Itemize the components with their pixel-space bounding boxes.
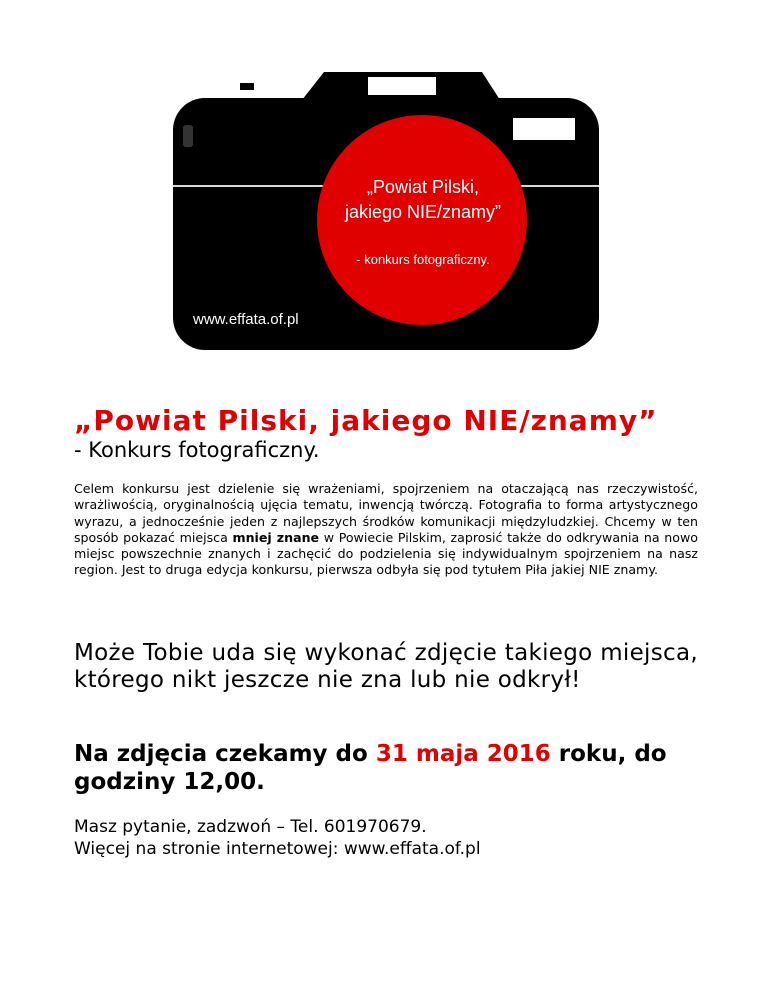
contest-description <box>74 481 698 579</box>
camera-shutter-button <box>240 83 254 90</box>
contest-subtitle: - Konkurs fotograficzny. <box>74 438 320 462</box>
camera-url: www.effata.of.pl <box>193 311 299 328</box>
description-part-2: w Powiecie Pilskim, zaprosić także do odkrywania na nowo miejsc powszechnie znanych i zachęcić do podzielenia się indywidualnym spojrzeniem na nasz region. Jest to druga edycja konkursu, pierwsza odbyła się pod tytułem Piła jakiej NIE znamy. <box>74 529 698 578</box>
call-to-action: Może Tobie uda się wykonać zdjęcie takiego miejsca, którego nikt jeszcze nie zna lub nie odkrył! <box>74 640 698 693</box>
deadline-date: 31 maja 2016 <box>375 741 551 767</box>
contact-phone: Masz pytanie, zadzwoń – Tel. 601970679. <box>74 817 427 837</box>
deadline-prefix: Na zdjęcia czekamy do <box>74 741 376 767</box>
contact-info <box>74 816 481 860</box>
deadline <box>74 740 714 796</box>
description-part-1: Celem konkursu jest dzielenie się wrażeniami, spojrzeniem na otaczającą nas rzeczywistość, wrażliwością, oryginalnością ujęcia tematu, inwencją twórczą. Fotografia to forma artystycznego wyrazu, a jednocześnie jeden z najlepszych środków komunikacji międzyludzkiej. Chcemy w ten sposób pokazać miejsca <box>74 481 698 545</box>
camera-grip <box>183 125 193 147</box>
camera-lens-title: „Powiat Pilski, jakiego NIE/znamy” <box>344 177 502 222</box>
contest-title: „Powiat Pilski, jakiego NIE/znamy” <box>74 404 658 437</box>
camera-flash <box>513 118 575 140</box>
camera-illustration <box>0 0 768 380</box>
deadline-suffix: roku, do godziny 12,00. <box>74 741 667 795</box>
description-bold: mniej znane <box>232 529 320 545</box>
camera-lens-subtitle: - konkurs fotograficzny. <box>356 252 490 267</box>
contact-web: Więcej na stronie internetowej: www.effata.of.pl <box>74 839 481 859</box>
camera-viewfinder <box>368 77 436 95</box>
